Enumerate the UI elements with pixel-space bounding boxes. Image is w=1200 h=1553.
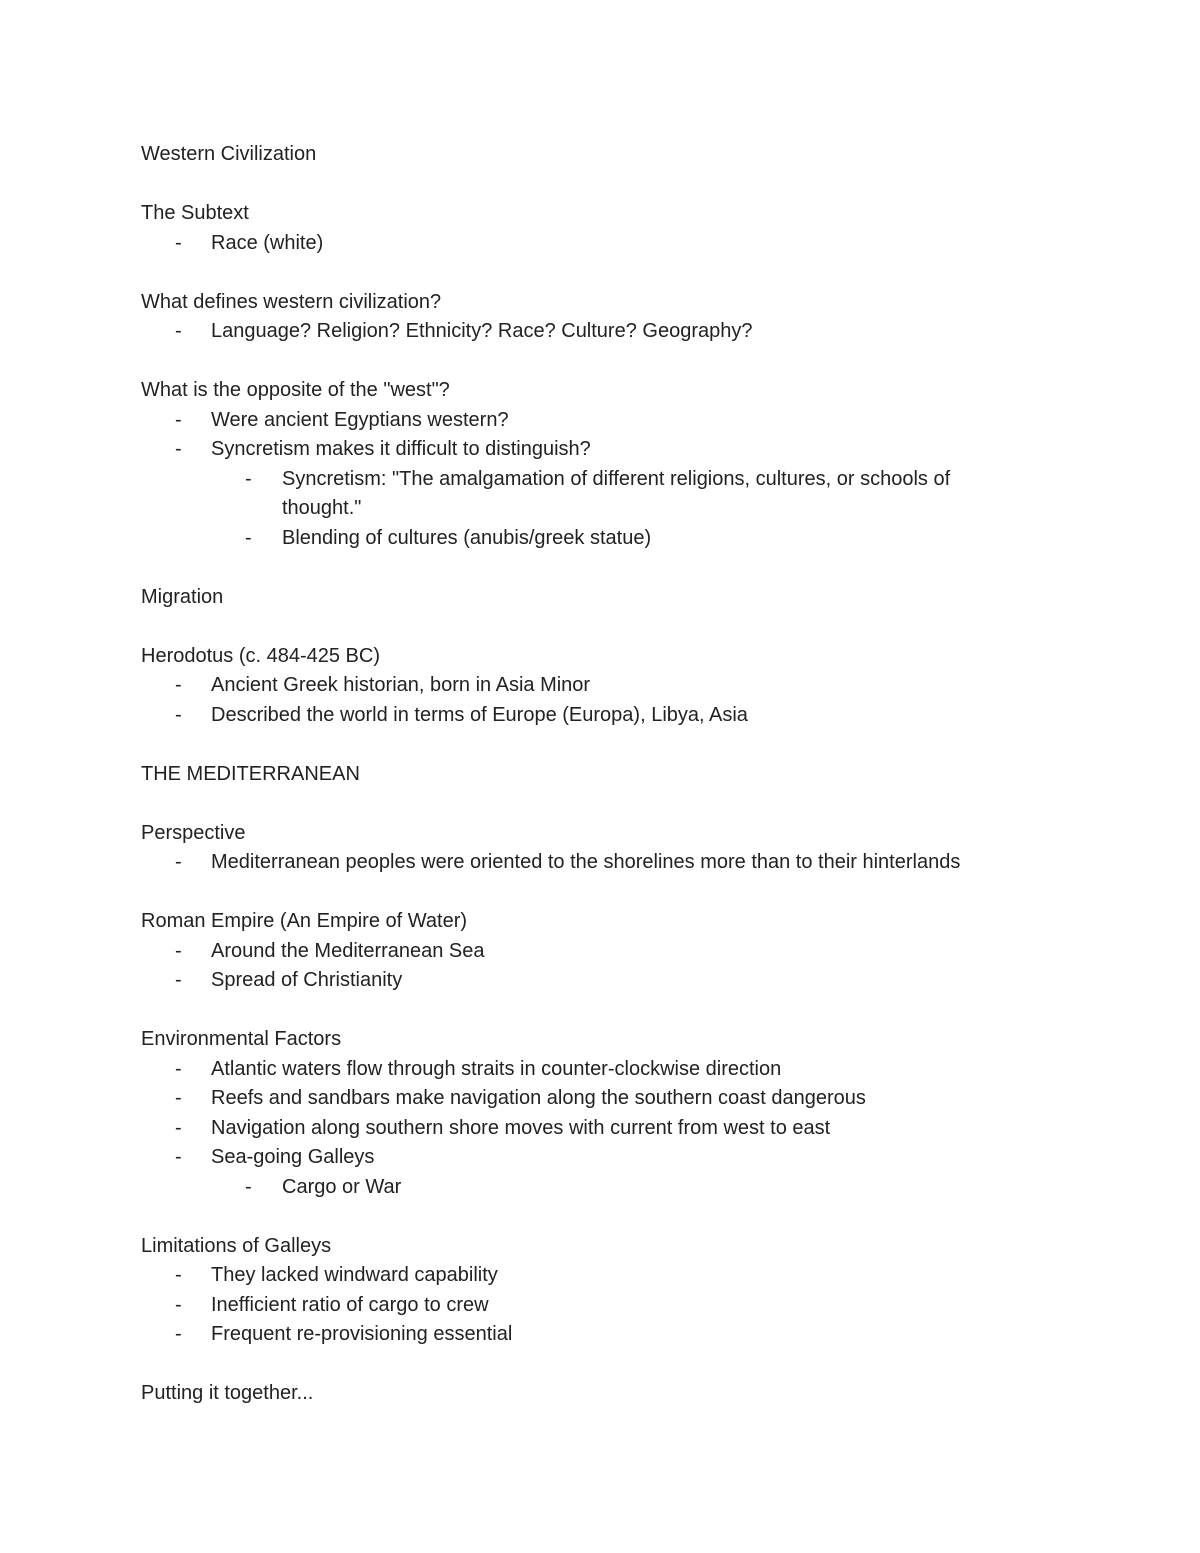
list-item: - Frequent re-provisioning essential — [141, 1320, 1041, 1350]
spacer — [141, 612, 1041, 642]
list-item: - Inefficient ratio of cargo to crew — [141, 1291, 1041, 1321]
bullet-dash: - — [245, 526, 252, 549]
bullet-dash: - — [175, 939, 182, 962]
list-item: - Ancient Greek historian, born in Asia Minor — [141, 671, 1041, 701]
section-heading-limitations: Limitations of Galleys — [141, 1234, 332, 1257]
list-item: - Language? Religion? Ethnicity? Race? Culture? Geography? — [141, 317, 1041, 347]
bullet-dash: - — [175, 1323, 182, 1345]
section-heading-mediterranean: THE MEDITERRANEAN — [141, 762, 360, 785]
list-item: - Syncretism makes it difficult to distinguish? — [141, 435, 1041, 465]
spacer — [141, 170, 1041, 200]
section-heading-roman: Roman Empire (An Empire of Water) — [141, 910, 468, 932]
sub-list-item: - Syncretism: "The amalgamation of different religions, cultures, or schools of thought." — [141, 465, 1041, 524]
section-heading-herodotus: Herodotus (c. 484-425 BC) — [141, 644, 381, 667]
section-heading-opposite: What is the opposite of the "west"? — [141, 379, 450, 401]
bullet-dash: - — [175, 1116, 182, 1139]
spacer — [141, 996, 1041, 1026]
spacer — [141, 1350, 1041, 1380]
spacer — [141, 1202, 1041, 1232]
list-item: - Reefs and sandbars make navigation along the southern coast dangerous — [141, 1084, 1041, 1114]
list-item: - Spread of Christianity — [141, 966, 1041, 996]
bullet-dash: - — [175, 1264, 182, 1286]
bullet-dash: - — [175, 674, 182, 696]
section-heading-together: Putting it together... — [141, 1382, 314, 1404]
spacer — [141, 258, 1041, 288]
bullet-dash: - — [175, 969, 182, 991]
bullet-dash: - — [245, 1175, 252, 1198]
bullet-dash: - — [175, 1293, 182, 1316]
sub-list-item: - Blending of cultures (anubis/greek statue) — [141, 524, 1041, 554]
document-title: Western Civilization — [141, 143, 317, 165]
section-heading-subtext: The Subtext — [141, 202, 249, 224]
section-heading-perspective: Perspective — [141, 821, 246, 844]
spacer — [141, 730, 1041, 760]
bullet-dash: - — [245, 467, 252, 490]
spacer — [141, 878, 1041, 908]
section-heading-defines: What defines western civilization? — [141, 290, 442, 313]
bullet-dash: - — [175, 1087, 182, 1109]
list-item: - Around the Mediterranean Sea — [141, 937, 1041, 967]
list-item: - They lacked windward capability — [141, 1261, 1041, 1291]
spacer — [141, 347, 1041, 377]
bullet-dash: - — [175, 231, 182, 254]
list-item: - Atlantic waters flow through straits in counter-clockwise direction — [141, 1055, 1041, 1085]
spacer — [141, 789, 1041, 819]
section-heading-environment: Environmental Factors — [141, 1028, 342, 1050]
bullet-dash: - — [175, 438, 182, 460]
list-item: - Navigation along southern shore moves with current from west to east — [141, 1114, 1041, 1144]
bullet-dash: - — [175, 320, 182, 342]
bullet-dash: - — [175, 408, 182, 431]
list-item: - Sea-going Galleys — [141, 1143, 1041, 1173]
spacer — [141, 553, 1041, 583]
document-page — [141, 140, 1041, 1409]
bullet-dash: - — [175, 703, 182, 726]
bullet-dash: - — [175, 1057, 182, 1080]
list-item: - Described the world in terms of Europe (Europa), Libya, Asia — [141, 701, 1041, 731]
list-item: - Mediterranean peoples were oriented to the shorelines more than to their hinterlands — [141, 848, 1041, 878]
sub-list-item: - Cargo or War — [141, 1173, 1041, 1203]
section-heading-migration: Migration — [141, 585, 224, 608]
bullet-dash: - — [175, 1146, 182, 1168]
bullet-dash: - — [175, 851, 182, 873]
list-item: - Race (white) — [141, 229, 1041, 259]
list-item: - Were ancient Egyptians western? — [141, 406, 1041, 436]
